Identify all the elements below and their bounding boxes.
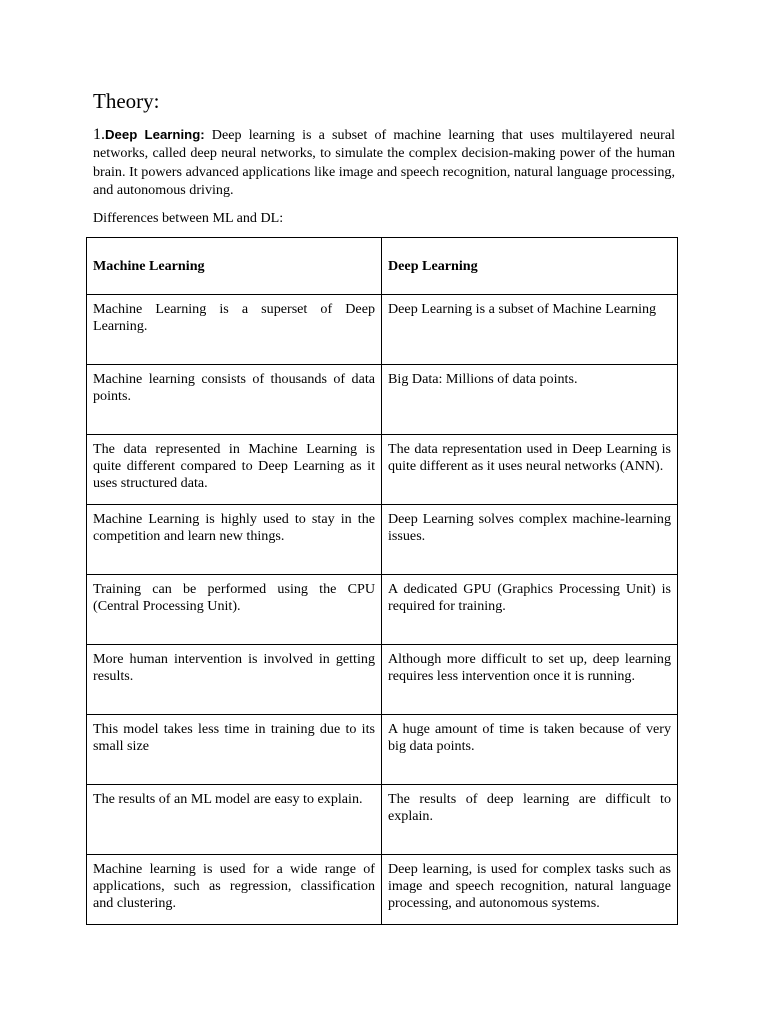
header-deep-learning: Deep Learning (382, 238, 678, 295)
intro-paragraph (93, 126, 675, 199)
dl-cell: The results of deep learning are difficult to explain. (382, 785, 678, 855)
ml-cell: Training can be performed using the CPU (Central Processing Unit). (87, 575, 382, 645)
item-number: 1. (93, 126, 105, 143)
intro-text: Deep learning is a subset of machine learning that uses multilayered neural networks, called deep neural networks, to simulate the complex decision-making power of the human brain. It powers advanced applications like image and speech recognition, natural language processing, and autonomous driving. (93, 127, 675, 198)
comparison-table (86, 237, 678, 925)
dl-cell: Deep Learning is a subset of Machine Learning (382, 295, 678, 365)
dl-cell: A huge amount of time is taken because of very big data points. (382, 715, 678, 785)
table-header-row (87, 238, 678, 295)
table-row (87, 295, 678, 365)
table-row (87, 505, 678, 575)
header-machine-learning: Machine Learning (87, 238, 382, 295)
dl-cell: A dedicated GPU (Graphics Processing Unit) is required for training. (382, 575, 678, 645)
ml-cell: More human intervention is involved in getting results. (87, 645, 382, 715)
table-row (87, 435, 678, 505)
ml-cell: The data represented in Machine Learning is quite different compared to Deep Learning as it uses structured data. (87, 435, 382, 505)
dl-cell: Big Data: Millions of data points. (382, 365, 678, 435)
ml-cell: Machine learning is used for a wide range of applications, such as regression, classification and clustering. (87, 855, 382, 925)
ml-cell: The results of an ML model are easy to explain. (87, 785, 382, 855)
ml-cell: Machine Learning is highly used to stay in the competition and learn new things. (87, 505, 382, 575)
dl-cell: Deep learning, is used for complex tasks such as image and speech recognition, natural language processing, and autonomous systems. (382, 855, 678, 925)
term-label: Deep Learning: (105, 127, 205, 142)
dl-cell: Deep Learning solves complex machine-learning issues. (382, 505, 678, 575)
dl-cell: Although more difficult to set up, deep learning requires less intervention once it is running. (382, 645, 678, 715)
ml-cell: Machine learning consists of thousands of data points. (87, 365, 382, 435)
ml-cell: Machine Learning is a superset of Deep Learning. (87, 295, 382, 365)
dl-cell: The data representation used in Deep Learning is quite different as it uses neural networks (ANN). (382, 435, 678, 505)
table-row (87, 785, 678, 855)
ml-cell: This model takes less time in training due to its small size (87, 715, 382, 785)
table-row (87, 645, 678, 715)
table-row (87, 575, 678, 645)
differences-label: Differences between ML and DL: (93, 210, 284, 226)
table-row (87, 855, 678, 925)
section-heading: Theory: (93, 89, 160, 113)
table-row (87, 365, 678, 435)
table-row (87, 715, 678, 785)
